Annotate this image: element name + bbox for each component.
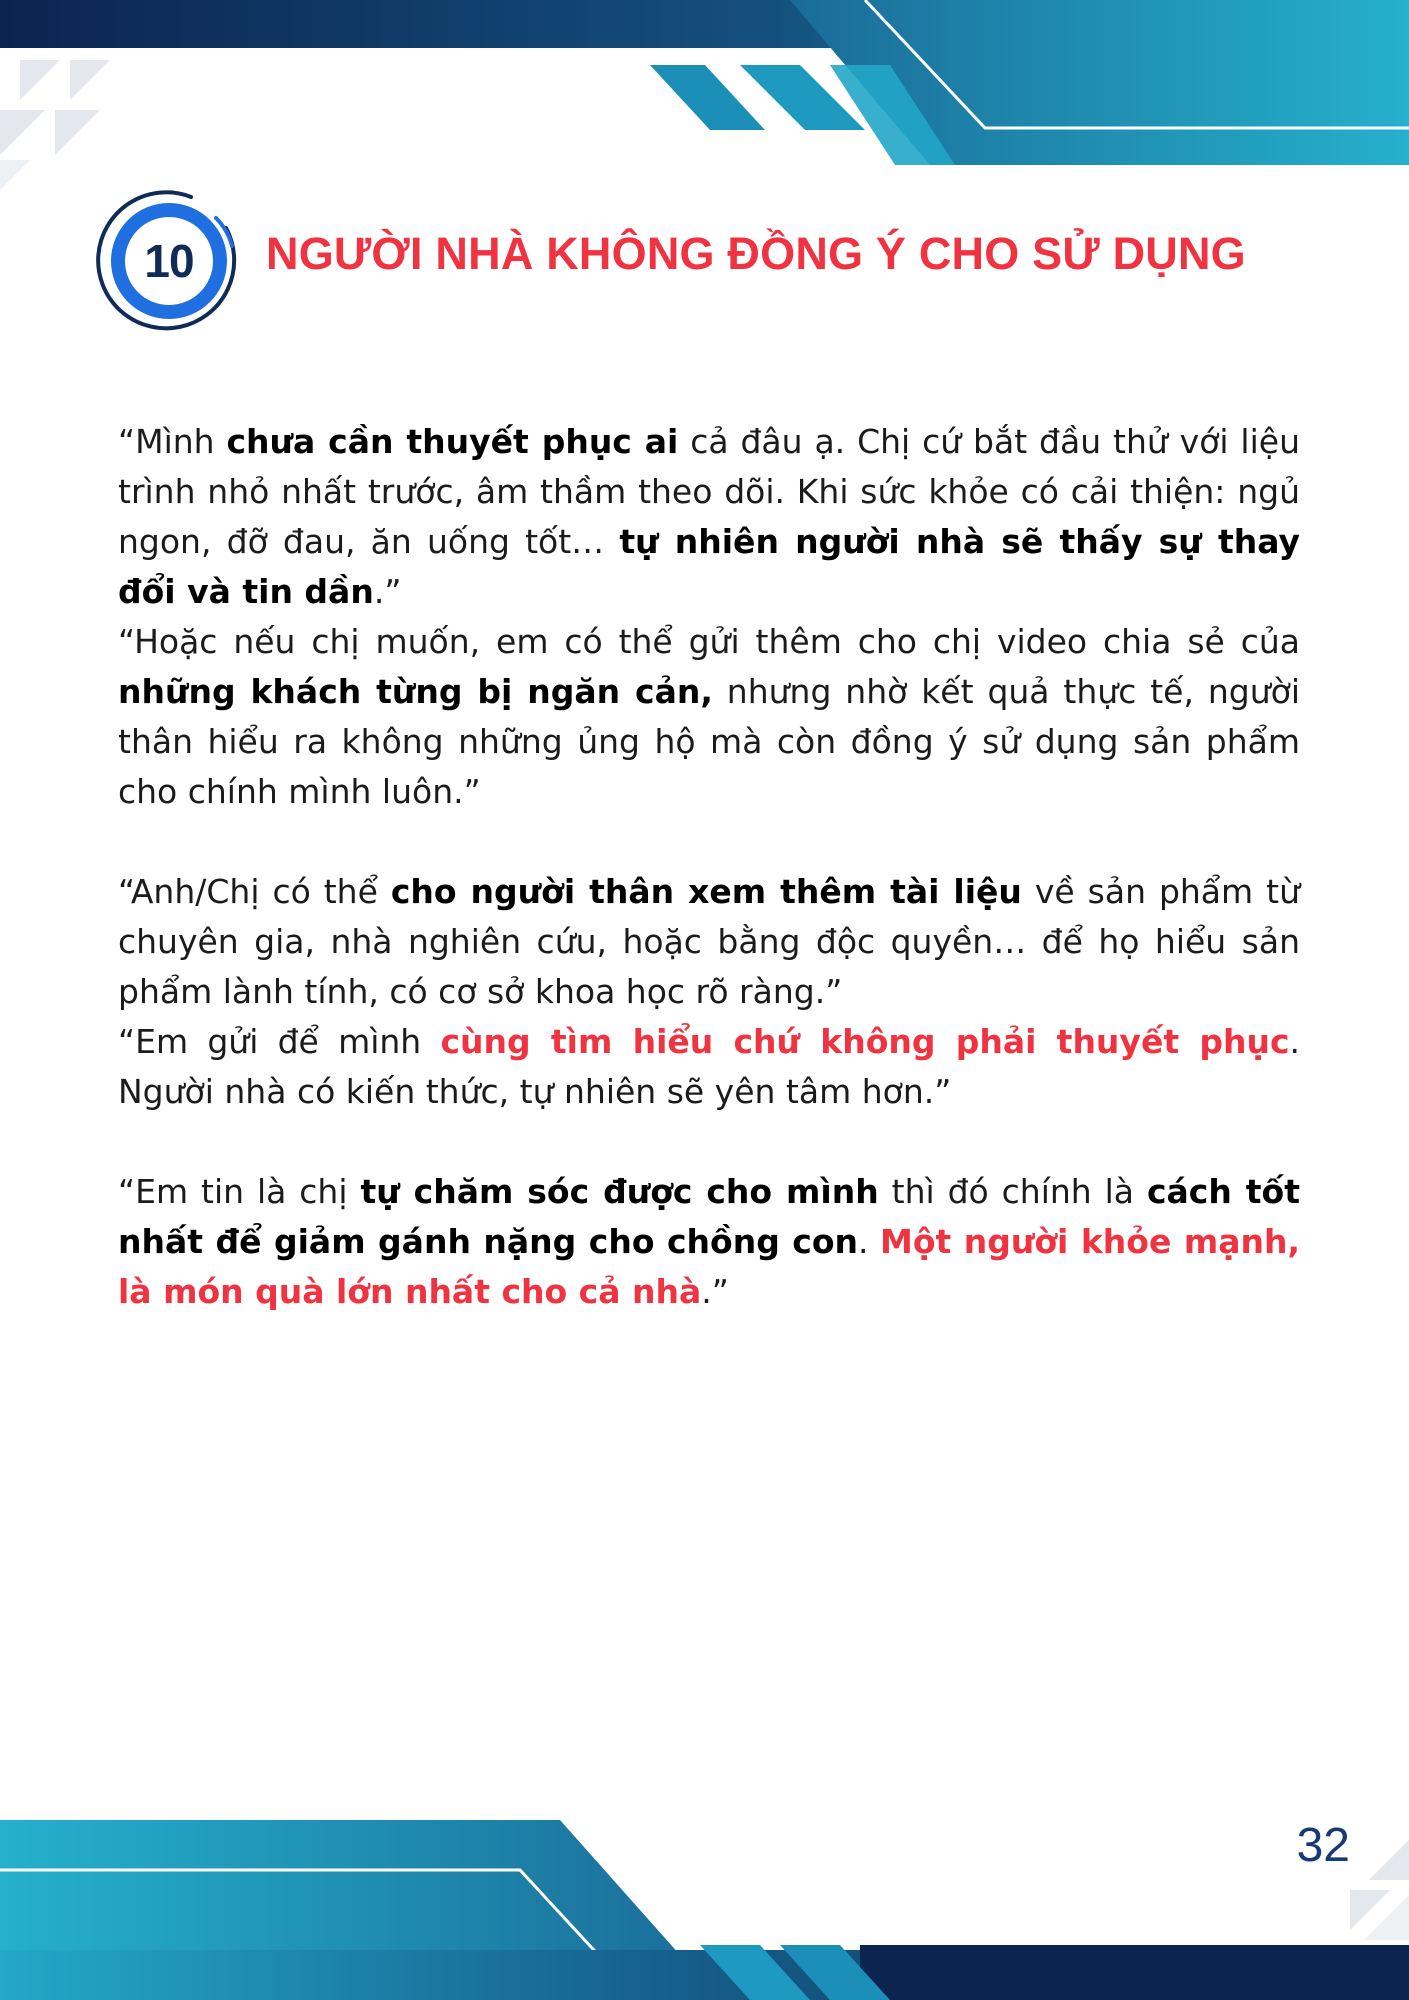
text-span: “Em tin là chị bbox=[118, 1172, 361, 1211]
tri-decor-1 bbox=[20, 60, 60, 100]
highlight-text-span: cùng tìm hiểu chứ không phải thuyết phục bbox=[440, 1022, 1290, 1061]
text-span: . bbox=[858, 1222, 881, 1261]
section-header bbox=[96, 188, 1356, 338]
text-span: “Em gửi để mình bbox=[118, 1022, 441, 1061]
section-number: 10 bbox=[144, 235, 194, 287]
text-span: “Anh/Chị có thể bbox=[118, 872, 391, 911]
text-span: “Mình bbox=[118, 422, 227, 461]
tri-decor-7 bbox=[1350, 1890, 1390, 1930]
bold-text-span: những khách từng bị ngăn cản, bbox=[118, 672, 713, 711]
body-content bbox=[118, 417, 1300, 1317]
bold-text-span: cho người thân xem thêm tài liệu bbox=[390, 872, 1022, 911]
bottom-banner-band bbox=[0, 1950, 1409, 2000]
text-span: .” bbox=[701, 1272, 729, 1311]
bottom-stripe-2 bbox=[780, 1945, 890, 2000]
paragraph-1 bbox=[118, 417, 1300, 617]
tri-decor-2 bbox=[70, 60, 110, 100]
text-span: cả đâu ạ. Chị cứ bắt đầu thử với liệu trình nhỏ nhất trước, âm thầm theo dõi. Khi sức khỏe có cải thiện: ngủ ngon, đỡ đau, ăn uống tốt… bbox=[118, 422, 1300, 561]
top-stripe-2 bbox=[740, 65, 865, 130]
paragraph-3 bbox=[118, 867, 1300, 1017]
bold-text-span: tự nhiên người nhà sẽ thấy sự thay đổi và tin dần bbox=[118, 522, 1300, 611]
page-title: NGƯỜI NHÀ KHÔNG ĐỒNG Ý CHO SỬ DỤNG bbox=[266, 228, 1246, 279]
text-span: nhưng nhờ kết quả thực tế, người thân hiểu ra không những ủng hộ mà còn đồng ý sử dụng sản phẩm cho chính mình luôn.” bbox=[118, 672, 1300, 811]
bottom-stripe-1 bbox=[700, 1945, 810, 2000]
bottom-banner-slant bbox=[0, 1820, 720, 2000]
text-span: thì đó chính là bbox=[878, 1172, 1147, 1211]
text-span: về sản phẩm từ chuyên gia, nhà nghiên cứu, hoặc bằng độc quyền… để họ hiểu sản phẩm lành tính, có cơ sở khoa học rõ ràng.” bbox=[118, 872, 1300, 1011]
tri-decor-8 bbox=[1364, 1895, 1409, 1940]
paragraph-5 bbox=[118, 1167, 1300, 1317]
bold-text-span: cách tốt nhất để giảm gánh nặng cho chồng con bbox=[118, 1172, 1300, 1261]
section-number-badge bbox=[96, 188, 242, 334]
highlight-text-span: Một người khỏe mạnh, là món quà lớn nhất cho cả nhà bbox=[118, 1222, 1301, 1311]
bold-text-span: chưa cần thuyết phục ai bbox=[226, 422, 679, 461]
page-number: 32 bbox=[1296, 1819, 1350, 1872]
top-stripe-3 bbox=[830, 65, 955, 165]
top-banner-slant bbox=[790, 0, 1409, 165]
text-span: “Hoặc nếu chị muốn, em có thể gửi thêm cho chị video chia sẻ của bbox=[118, 622, 1300, 661]
text-span: .” bbox=[373, 572, 402, 611]
tri-decor-3 bbox=[0, 110, 45, 155]
top-banner-line bbox=[865, 0, 1409, 128]
text-span: . Người nhà có kiến thức, tự nhiên sẽ yên tâm hơn.” bbox=[118, 1022, 1300, 1111]
bold-text-span: tự chăm sóc được cho mình bbox=[360, 1172, 879, 1211]
paragraph-4 bbox=[118, 1017, 1300, 1117]
top-banner-band bbox=[0, 0, 1409, 48]
top-stripe-1 bbox=[650, 65, 765, 130]
paragraph-2 bbox=[118, 617, 1300, 817]
tri-decor-6 bbox=[1369, 1840, 1409, 1880]
tri-decor-5 bbox=[0, 160, 30, 190]
bottom-banner-line bbox=[0, 1870, 640, 2000]
tri-decor-4 bbox=[55, 110, 100, 155]
bottom-right-band bbox=[860, 1945, 1409, 2000]
